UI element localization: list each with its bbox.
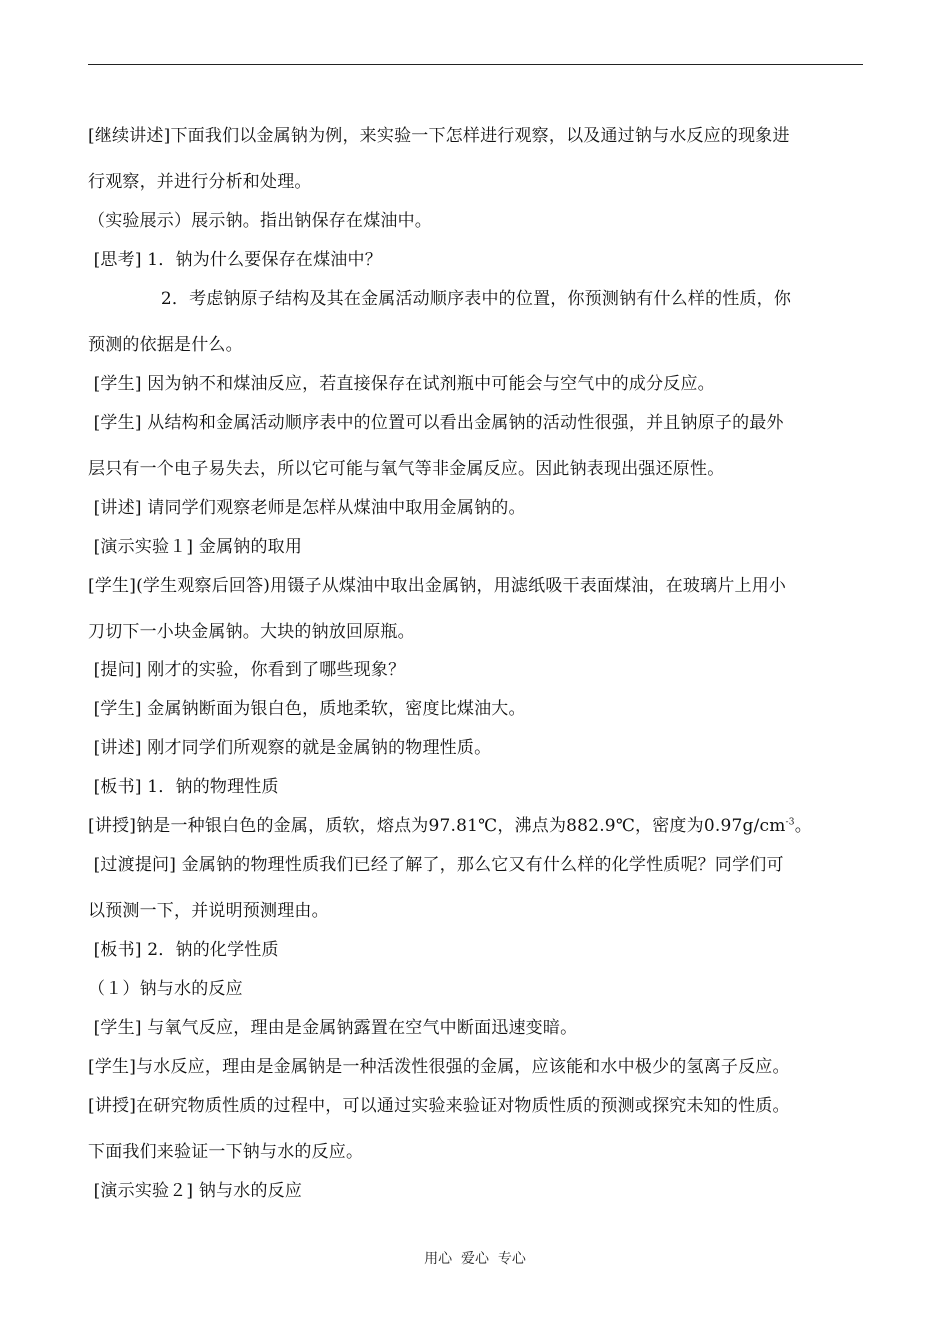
text-line: 以预测一下，并说明预测理由。: [88, 901, 329, 921]
density-exponent: -3: [785, 817, 795, 828]
text-line: [板书] 2．钠的化学性质: [88, 940, 279, 960]
text-line: [学生](学生观察后回答)用镊子从煤油中取出金属钠，用滤纸吸干表面煤油，在玻璃片上用小: [88, 576, 787, 596]
text-line: [学生] 与氧气反应，理由是金属钠露置在空气中断面迅速变暗。: [88, 1018, 578, 1038]
text-line: [提问] 刚才的实验，你看到了哪些现象？: [88, 660, 406, 680]
density-text: [讲授]钠是一种银白色的金属，质软，熔点为97.81℃，沸点为882.9℃，密度为0.97g/cm: [88, 816, 786, 836]
text-line: [讲述] 刚才同学们所观察的就是金属钠的物理性质。: [88, 738, 492, 758]
text-line: [思考] 1．钠为什么要保存在煤油中？: [88, 250, 382, 270]
text-line: （实验展示）展示钠。指出钠保存在煤油中。: [88, 211, 432, 231]
text-line: 预测的依据是什么。: [88, 335, 243, 355]
text-line: [继续讲述]下面我们以金属钠为例，来实验一下怎样进行观察，以及通过钠与水反应的现象进: [88, 126, 790, 146]
text-line: [讲述] 请同学们观察老师是怎样从煤油中取用金属钠的。: [88, 498, 526, 518]
text-line: （１）钠与水的反应: [88, 979, 243, 999]
text-line: [过渡提问] 金属钠的物理性质我们已经了解了，那么它又有什么样的化学性质呢？同学们可: [88, 855, 784, 875]
density-period: 。: [794, 816, 812, 836]
text-line: 层只有一个电子易失去，所以它可能与氧气等非金属反应。因此钠表现出强还原性。: [88, 459, 725, 479]
text-line: [学生] 从结构和金属活动顺序表中的位置可以看出金属钠的活动性很强，并且钠原子的最外: [88, 413, 784, 433]
text-line: [讲授]在研究物质性质的过程中，可以通过实验来验证对物质性质的预测或探究未知的性质。: [88, 1096, 790, 1116]
text-line: [学生]与水反应，理由是金属钠是一种活泼性很强的金属，应该能和水中极少的氢离子反应。: [88, 1057, 790, 1077]
text-line: [板书] 1．钠的物理性质: [88, 777, 279, 797]
text-line: 2．考虑钠原子结构及其在金属活动顺序表中的位置，你预测钠有什么样的性质，你: [88, 289, 792, 309]
text-line: 行观察，并进行分析和处理。: [88, 172, 312, 192]
text-line: [演示实验２] 钠与水的反应: [88, 1181, 303, 1201]
text-line: [学生] 因为钠不和煤油反应，若直接保存在试剂瓶中可能会与空气中的成分反应。: [88, 374, 715, 394]
text-line: [演示实验１] 金属钠的取用: [88, 537, 303, 557]
text-line: 下面我们来验证一下钠与水的反应。: [88, 1142, 364, 1162]
text-line: 刀切下一小块金属钠。大块的钠放回原瓶。: [88, 622, 415, 642]
text-line: [学生] 金属钠断面为银白色，质地柔软，密度比煤油大。: [88, 699, 526, 719]
header-rule: [88, 64, 863, 65]
page-footer: 用心 爱心 专心: [424, 1251, 526, 1267]
text-line-density: [88, 816, 873, 836]
